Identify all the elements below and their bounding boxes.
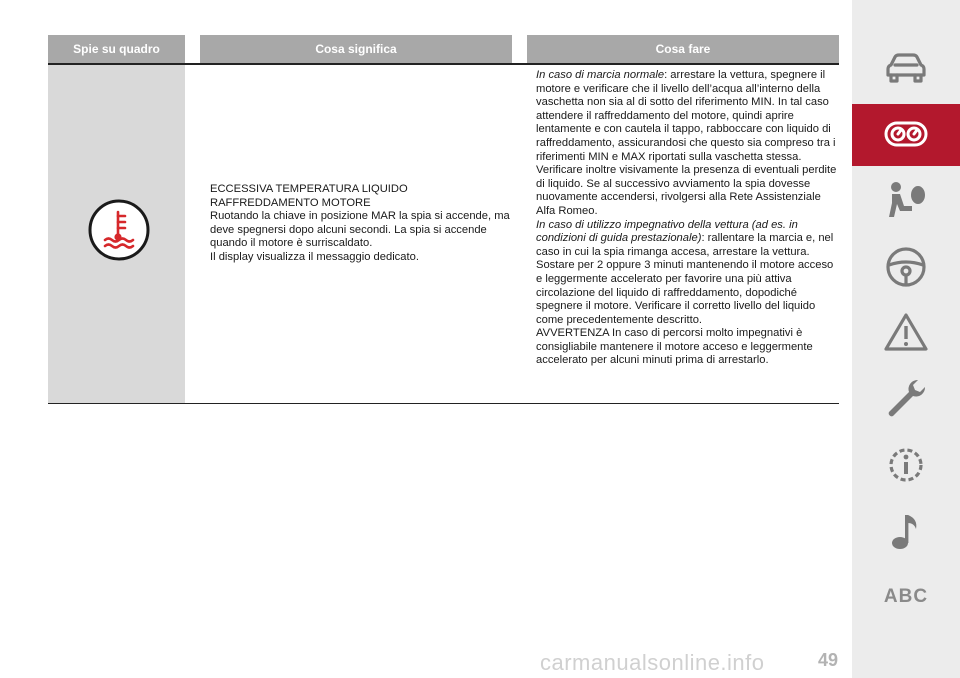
meaning-cell xyxy=(210,183,510,265)
table-header xyxy=(48,35,839,63)
car-icon xyxy=(882,45,930,93)
header-lights: Spie su quadro xyxy=(48,35,185,63)
action-normal xyxy=(536,69,839,219)
abc-icon: ABC xyxy=(883,586,929,607)
warning-lights-table xyxy=(48,35,839,403)
header-action: Cosa fare xyxy=(527,35,839,63)
action-normal-text: : arrestare la vettura, spegnere il motore e verificare che il livello dell’acqua all’interno della vaschetta non sia al di sotto del riferimento MIN. In tal caso attendere il raffreddamento del motore, quindi aprire lentamente e con cautela il tappo, rabboccare con liquido di raffreddamento, assicurandosi che questo sia compreso tra i riferimenti MIN e MAX riportati sulla vaschetta stessa. Verificare inoltre visivamente la presenza di eventuali perdite di liquido. Se al successivo avviamento la spia dovesse nuovamente accendersi, rivolgersi alla Rete Assistenziale Alfa Romeo. xyxy=(536,69,837,217)
dashboard-icon xyxy=(882,111,930,159)
action-warning: AVVERTENZA In caso di percorsi molto impegnativi è consigliabile mantenere il motore acceso e leggermente accelerato per alcuni minuti prima di arrestarlo. xyxy=(536,327,813,367)
meaning-title-line1: ECCESSIVA TEMPERATURA LIQUIDO xyxy=(210,183,408,195)
wrench-icon xyxy=(882,375,930,423)
sidebar-item-multimedia[interactable] xyxy=(852,500,960,562)
action-normal-label: In caso di marcia normale xyxy=(536,69,665,81)
header-meaning: Cosa significa xyxy=(200,35,512,63)
table-row xyxy=(48,65,839,403)
meaning-body: Ruotando la chiave in posizione MAR la spia si accende, ma deve spegnersi dopo alcuni secondi. La spia si accende quando il motore è surriscaldato. xyxy=(210,210,510,250)
footer-rule xyxy=(48,403,839,404)
action-demanding-label: In caso di utilizzo impegnativo della vettura (ad es. in condizioni di guida prestazionale) xyxy=(536,218,798,245)
sidebar-item-index[interactable] xyxy=(852,566,960,628)
steering-wheel-icon xyxy=(882,243,930,291)
meaning-display: Il display visualizza il messaggio dedicato. xyxy=(210,250,419,263)
warning-triangle-icon xyxy=(882,309,930,357)
sidebar-item-emergency[interactable] xyxy=(852,302,960,364)
sidebar-item-technical-data[interactable] xyxy=(852,434,960,496)
sidebar-item-safety[interactable] xyxy=(852,170,960,232)
action-demanding-text: : rallentare la marcia e, nel caso in cui la spia rimanga accesa, arrestare la vettura. Sostare per 2 oppure 3 minuti mantenendo il motore acceso e leggermente accelerato per favorire una più attiva circolazione del liquido di raffreddamento, dopodiché spegnere il motore. Verificare il corretto livello del liquido come precedentemente descritto. xyxy=(536,232,834,326)
chapter-sidebar xyxy=(852,0,960,678)
info-gear-icon xyxy=(882,441,930,489)
lamp-cell xyxy=(48,65,185,403)
sidebar-item-maintenance[interactable] xyxy=(852,368,960,430)
airbag-icon xyxy=(882,177,930,225)
watermark: carmanualsonline.info xyxy=(540,650,765,675)
action-demanding xyxy=(536,219,839,328)
sidebar-item-driving[interactable] xyxy=(852,236,960,298)
music-note-icon xyxy=(882,507,930,555)
coolant-temperature-icon xyxy=(88,199,150,261)
action-cell xyxy=(536,69,839,368)
sidebar-item-dashboard[interactable] xyxy=(852,104,960,166)
meaning-title-line2: RAFFREDDAMENTO MOTORE xyxy=(210,196,371,209)
sidebar-item-vehicle[interactable] xyxy=(852,38,960,100)
page-number: 49 xyxy=(818,650,839,670)
